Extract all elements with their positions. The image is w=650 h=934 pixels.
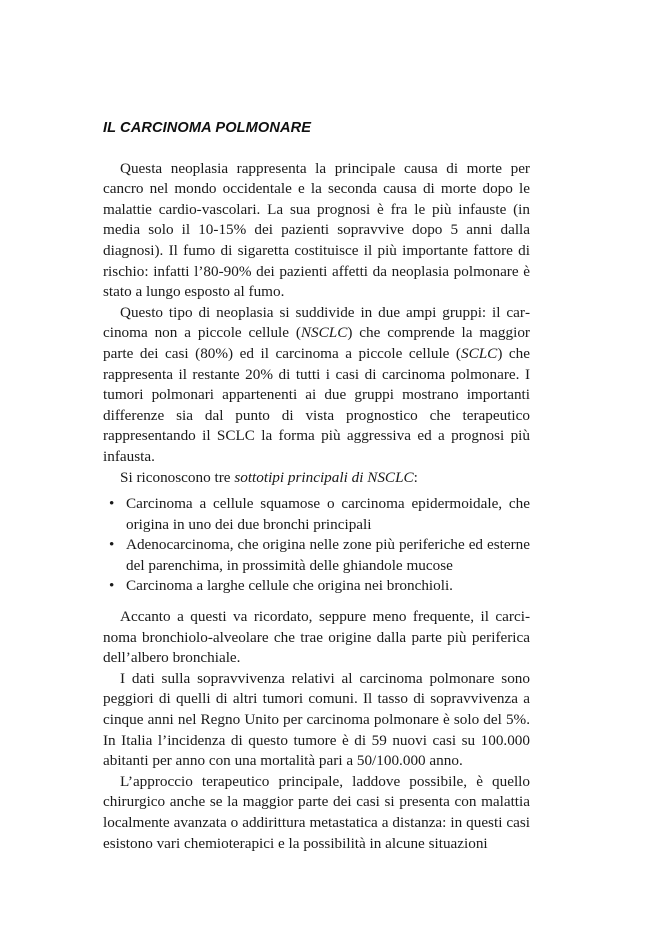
section-heading: IL CARCINOMA POLMONARE [103,120,312,136]
paragraph-groups-text-2: ) che comprende la maggior parte dei casi (80%) ed il carcinoma a piccole cellule ( [103,324,530,362]
list-item-text: Carcinoma a larghe cellule che origina nei bronchioli. [126,577,453,595]
list-item [103,494,530,535]
nsclc-term: NSCLC [300,324,348,342]
list-item [103,535,530,576]
paragraph-therapy: L’approccio terapeutico principale, laddove possibile, è quello chirurgico anche se la maggior parte dei casi si presenta con malattia localmente avanzata o addirittura metastatica a distanza: in questi casi esistono vari chemioterapici e la possibilità in alcune situazioni [103,772,530,852]
sclc-term: SCLC [461,344,498,362]
subtypes-intro-text-2: : [413,468,418,486]
paragraph-subtypes-intro [103,468,530,489]
paragraph-intro: Questa neoplasia rappresenta la principale causa di morte per cancro nel mondo occidentale e la seconda causa di morte dopo le malattie cardio-vascolari. La sua prognosi è fra le più infauste (in media solo il 10-15% dei pazienti sopravvive dopo 5 anni dalla diagnosi). Il fumo di sigaretta costituisce il più importante fattore di rischio: infatti l’80-90% dei pazienti affetti da neoplasia polmonare è stato a lungo esposto al fumo. [103,159,530,301]
paragraph-groups-text-3: ) che rappresenta il restante 20% di tutti i casi di carcinoma polmonare. I tumori polmonari appartenenti ai due gruppi mostrano importanti differenze sia dal punto di vista prognostico che terapeutico rappresentando il SCLC la forma più aggressiva ed a prognosi più infausta. [103,344,530,465]
bullet-icon: • [109,536,115,554]
list-item-text: Carcinoma a cellule squamose o carcinoma epidermoidale, che origina in uno dei due bronchi principali [126,495,530,533]
list-item [103,576,530,597]
list-item-text: Adenocarcinoma, che origina nelle zone più periferiche ed esterne del parenchima, in prossimità delle ghiandole mucose [126,536,530,574]
bullet-icon: • [109,577,115,595]
subtypes-term: sottotipi principali di NSCLC [234,468,414,486]
paragraph-groups-text-1: Questo tipo di neoplasia si suddivide in due ampi gruppi: il carcinoma non a piccole cellule ( [103,303,530,342]
paragraph-bronchioloalveolar: Accanto a questi va ricordato, seppure meno frequente, il carcinoma bronchiolo-alveolare che trae origine dalla parte più periferica dell’albero bronchiale. [103,608,530,667]
subtypes-list [103,494,530,597]
subtypes-intro-text-1: Si riconoscono tre [120,468,235,486]
paragraph-survival: I dati sulla sopravvivenza relativi al carcinoma polmonare sono peggiori di quelli di altri tumori comuni. Il tasso di sopravvivenza a cinque anni nel Regno Unito per carcinoma polmonare è solo del 5%. In Italia l’incidenza di questo tumore è di 59 nuovi casi su 100.000 abitanti per anno con una mortalità pari a 50/100.000 anno. [103,669,530,770]
paragraph-groups [103,303,530,468]
bullet-icon: • [109,495,115,513]
